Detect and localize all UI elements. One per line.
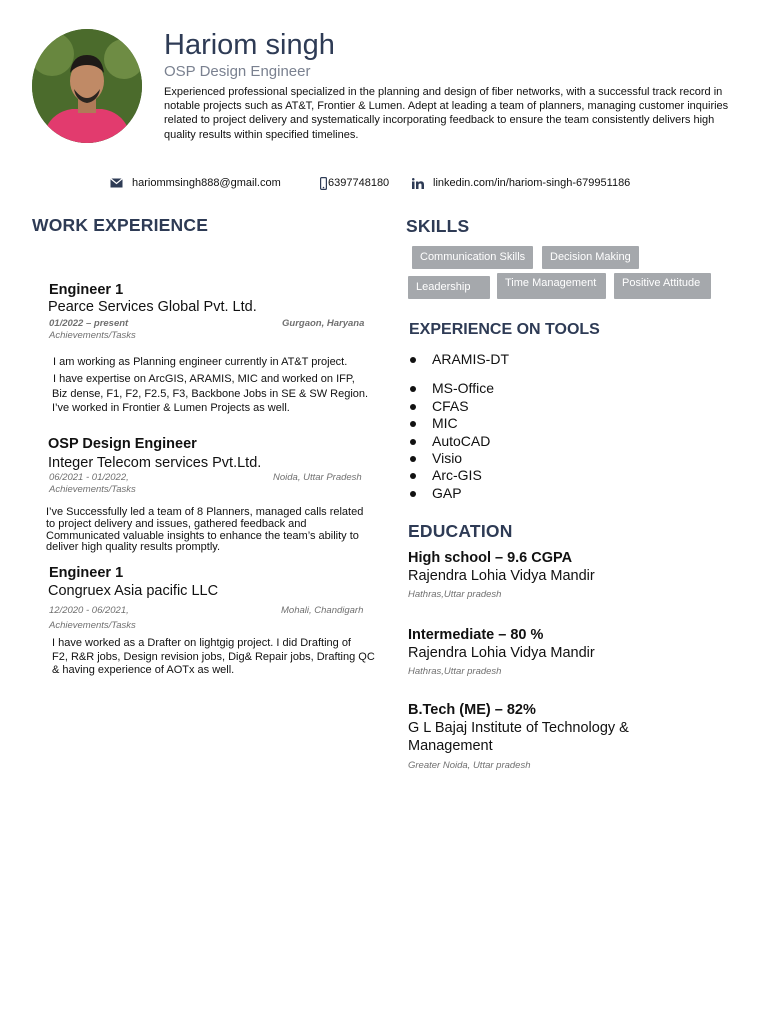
- contact-linkedin[interactable]: [412, 176, 630, 190]
- edu-location: Greater Noida, Uttar pradesh: [408, 760, 531, 771]
- bullet-icon: [410, 439, 416, 445]
- edu-school: Management: [408, 738, 493, 754]
- person-photo-icon: [32, 29, 142, 143]
- job-company: Congruex Asia pacific LLC: [48, 583, 219, 599]
- edu-degree: High school – 9.6 CGPA: [408, 550, 573, 566]
- job-location: Noida, Uttar Pradesh: [273, 472, 362, 483]
- phone-text[interactable]: 6397748180: [328, 177, 390, 189]
- tool-item: [408, 450, 462, 467]
- job-location: Mohali, Chandigarh: [281, 605, 364, 616]
- tool-item: [408, 351, 509, 368]
- tools-heading: EXPERIENCE ON TOOLS: [409, 321, 600, 338]
- job-task-line: Biz dense, F1, F2, F2.5, F3, Backbone Jobs in SE & SW Region.: [52, 388, 369, 400]
- job-dates: 12/2020 - 06/2021,: [49, 605, 129, 616]
- bullet-icon: [410, 456, 416, 462]
- edu-location: Hathras,Uttar pradesh: [408, 666, 502, 677]
- job-role: Engineer 1: [49, 565, 124, 581]
- work-experience-heading: WORK EXPERIENCE: [32, 215, 209, 235]
- edu-school: Rajendra Lohia Vidya Mandir: [408, 645, 595, 661]
- edu-school: Rajendra Lohia Vidya Mandir: [408, 568, 595, 584]
- contact-phone[interactable]: [320, 176, 389, 190]
- job-task-line: I have expertise on ArcGIS, ARAMIS, MIC and worked on IFP,: [53, 373, 355, 385]
- job-task-line: I’ve Successfully led a team of 8 Planners, managed calls related: [46, 506, 364, 518]
- job-dates: 01/2022 – present: [49, 318, 129, 329]
- contact-email[interactable]: [110, 176, 281, 190]
- profile-summary: Experienced professional specialized in the planning and design of fiber networks, with a successful track record in notable projects such as AT&T, Frontier & Lumen. Adept at leading a team of planners, managing customer inquiries related to project delivery and systematically incorporating feedback to ensure the team consistently delivers high quality results within specified timelines.: [164, 86, 729, 141]
- skill-chip: Positive Attitude: [614, 273, 711, 299]
- bullet-icon: [410, 473, 416, 479]
- tool-name: Visio: [432, 450, 463, 466]
- job-company: Integer Telecom services Pvt.Ltd.: [48, 455, 262, 471]
- skill-chip: Time Management: [497, 273, 606, 299]
- tool-name: MIC: [432, 415, 458, 431]
- tool-item: [408, 380, 494, 397]
- job-company: Pearce Services Global Pvt. Ltd.: [48, 299, 257, 315]
- job-task-line: to project delivery and issues, gathered feedback and: [46, 518, 307, 530]
- candidate-title: OSP Design Engineer: [164, 63, 311, 80]
- linkedin-text[interactable]: linkedin.com/in/hariom-singh-679951186: [433, 177, 631, 189]
- job-task-line: & having experience of AOTx as well.: [52, 664, 235, 676]
- tool-name: ARAMIS-DT: [432, 351, 509, 367]
- skill-chip: Communication Skills: [412, 246, 533, 269]
- job-tasks-label: Achievements/Tasks: [49, 620, 136, 631]
- job-tasks-label: Achievements/Tasks: [49, 484, 136, 495]
- tool-item: [408, 485, 462, 502]
- edu-school: G L Bajaj Institute of Technology &: [408, 720, 629, 736]
- email-text[interactable]: hariommsingh888@gmail.com: [132, 177, 281, 189]
- job-tasks-label: Achievements/Tasks: [49, 330, 136, 341]
- job-location: Gurgaon, Haryana: [282, 318, 365, 329]
- job-role: OSP Design Engineer: [48, 436, 197, 452]
- job-task-line: I’ve worked in Frontier & Lumen Projects as well.: [52, 402, 290, 414]
- job-dates: 06/2021 - 01/2022,: [49, 472, 129, 483]
- job-task-line: F2, R&R jobs, Design revision jobs, Dig& Repair jobs, Drafting QC: [52, 651, 375, 663]
- education-heading: EDUCATION: [408, 521, 513, 541]
- candidate-name: Hariom singh: [164, 29, 335, 61]
- envelope-icon: [110, 178, 123, 188]
- edu-location: Hathras,Uttar pradesh: [408, 589, 502, 600]
- edu-degree: Intermediate – 80 %: [408, 627, 544, 643]
- job-task-line: deliver high quality results promptly.: [46, 541, 221, 553]
- bullet-icon: [410, 421, 416, 427]
- tool-name: CFAS: [432, 398, 469, 414]
- job-task-line: I am working as Planning engineer currently in AT&T project.: [53, 356, 348, 368]
- tool-name: Arc-GIS: [432, 467, 482, 483]
- skill-chip: Leadership: [408, 276, 490, 299]
- tool-item: [408, 398, 469, 415]
- linkedin-icon: [412, 178, 424, 189]
- phone-icon: [320, 177, 327, 190]
- job-role: Engineer 1: [49, 282, 124, 298]
- tool-item: [408, 467, 482, 484]
- tool-name: MS-Office: [432, 380, 494, 396]
- bullet-icon: [410, 404, 416, 410]
- bullet-icon: [410, 491, 416, 497]
- job-task-line: Communicated valuable insights to enhance the team’s ability to: [46, 530, 359, 542]
- job-task-line: I have worked as a Drafter on lightgig project. I did Drafting of: [52, 637, 351, 649]
- bullet-icon: [410, 386, 416, 392]
- tool-name: GAP: [432, 485, 462, 501]
- tool-item: [408, 415, 458, 432]
- bullet-icon: [410, 357, 416, 363]
- skill-chip: Decision Making: [542, 246, 639, 269]
- edu-degree: B.Tech (ME) – 82%: [408, 702, 536, 718]
- profile-photo: [32, 29, 142, 143]
- tool-name: AutoCAD: [432, 433, 491, 449]
- skills-heading: SKILLS: [406, 216, 470, 236]
- tool-item: [408, 433, 490, 450]
